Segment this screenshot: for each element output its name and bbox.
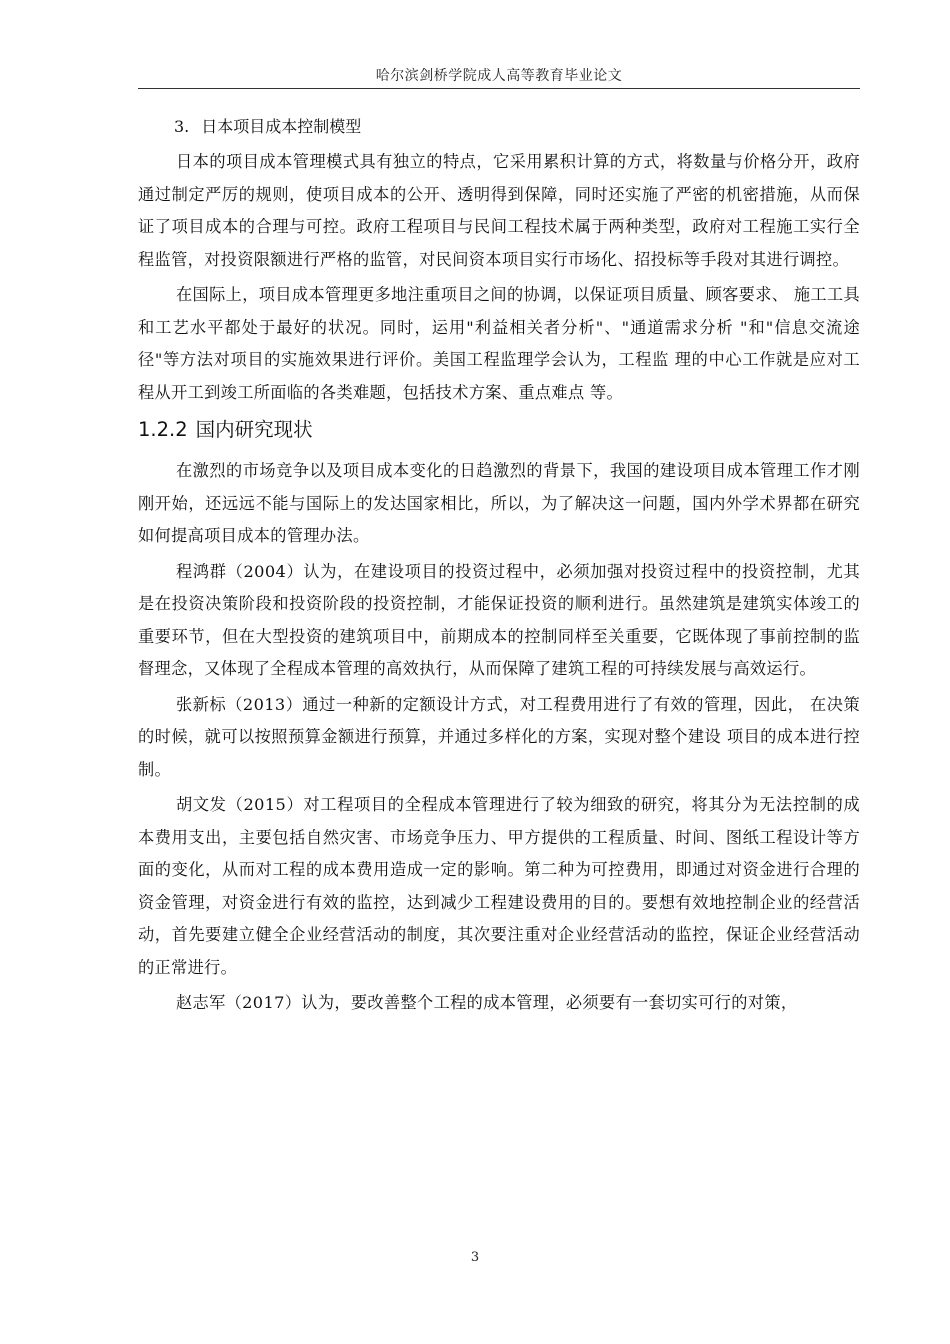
section-number: 1.2.2 <box>138 418 188 441</box>
paragraph: 在激烈的市场竞争以及项目成本变化的日趋激烈的背景下，我国的建设项目成本管理工作才刚刚开始，还远远不能与国际上的发达国家相比，所以，为了解决这一问题，国内外学术界都在研究如何提高项目成本的管理办法。 <box>138 461 860 545</box>
subsection-title: 日本项目成本控制模型 <box>201 117 362 136</box>
paragraph: 张新标（2013）通过一种新的定额设计方式，对工程费用进行了有效的管理，因此， 在决策的时候，就可以按照预算金额进行预算，并通过多样化的方案，实现对整个建设 项目的成本进行控制。 <box>138 694 860 779</box>
paragraph: 程鸿群（2004）认为，在建设项目的投资过程中，必须加强对投资过程中的投资控制，尤其是在投资决策阶段和投资阶段的投资控制，才能保证投资的顺利进行。虽然建筑是建筑实体竣工的重要环节，但在大型投资的建筑项目中，前期成本的控制同样至关重要，它既体现了事前控制的监督理念，又体现了全程成本管理的高效执行，从而保障了建筑工程的可持续发展与高效运行。 <box>138 561 860 678</box>
paragraph: 赵志军（2017）认为，要改善整个工程的成本管理，必须要有一套切实可行的对策， <box>176 993 798 1012</box>
paragraph: 胡文发（2015）对工程项目的全程成本管理进行了较为细致的研究，将其分为无法控制的成本费用支出，主要包括自然灾害、市场竞争压力、甲方提供的工程质量、时间、图纸工程设计等方面的变化，从而对工程的成本费用造成一定的影响。第二种为可控费用，即通过对资金进行合理的资金管理，对资金进行有效的监控，达到减少工程建设费用的目的。要想有效地控制企业的经营活动，首先要建立健全企业经营活动的制度，其次要注重对企业经营活动的监控，保证企业经营活动的正常进行。 <box>138 795 860 977</box>
section-heading <box>138 415 860 445</box>
page-number: 3 <box>470 1250 480 1265</box>
paragraph: 日本的项目成本管理模式具有独立的特点，它采用累积计算的方式，将数量与价格分开，政府通过制定严厉的规则，使项目成本的公开、透明得到保障，同时还实施了严密的机密措施，从而保证了项目成本的合理与可控。政府工程项目与民间工程技术属于两种类型，政府对工程施工实行全程监管，对投资限额进行严格的监管，对民间资本项目实行市场化、招投标等手段对其进行调控。 <box>138 152 860 269</box>
subsection-heading <box>138 112 860 142</box>
page-body <box>138 112 860 1023</box>
subsection-number: 3. <box>174 117 190 136</box>
header-divider <box>138 88 860 89</box>
running-header: 哈尔滨剑桥学院成人高等教育毕业论文 <box>375 68 623 84</box>
paragraph: 在国际上，项目成本管理更多地注重项目之间的协调，以保证项目质量、顾客要求、 施工工具和工艺水平都处于最好的状况。同时，运用"利益相关者分析"、"通道需求分析 "和"信息交流途径"等方法对项目的实施效果进行评价。美国工程监理学会认为，工程监 理的中心工作就是应对工程从开工到竣工所面临的各类难题，包括技术方案、重点难点 等。 <box>138 285 860 402</box>
section-title: 国内研究现状 <box>195 418 313 441</box>
